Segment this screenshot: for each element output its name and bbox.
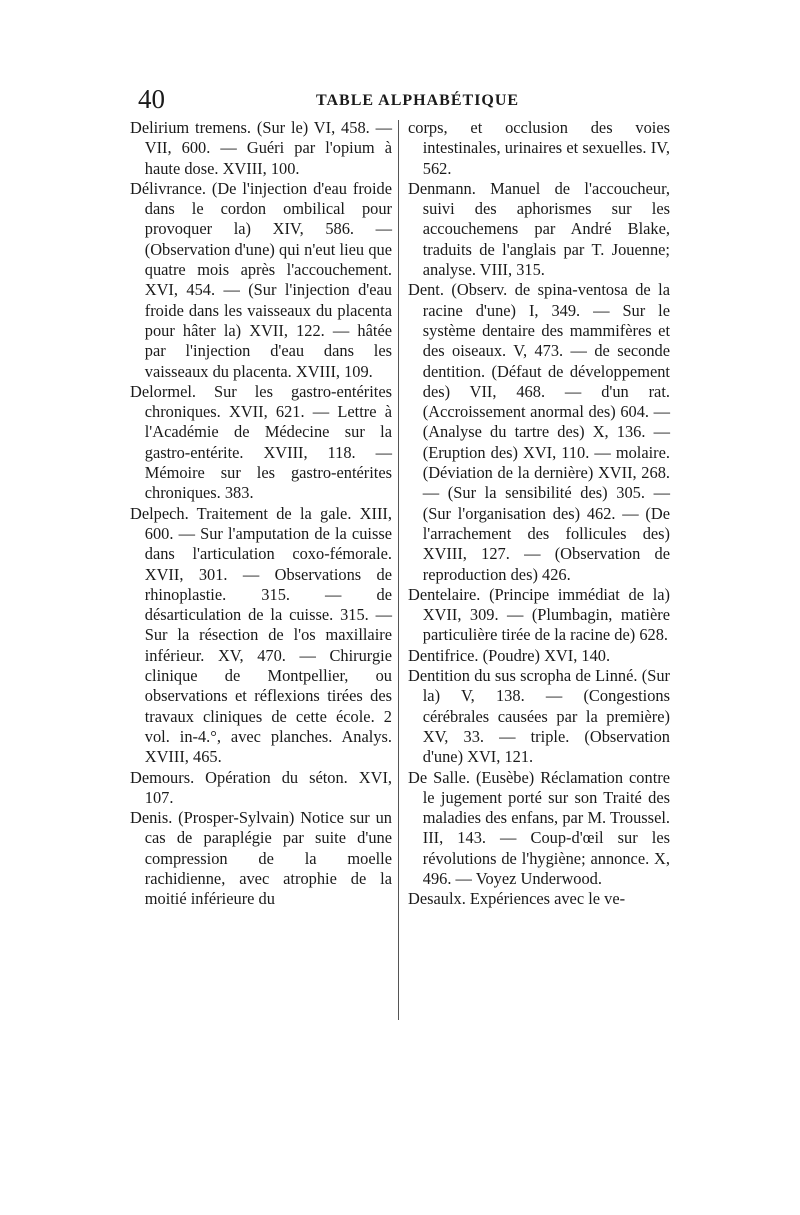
- index-entry: Denis. (Prosper-Sylvain) Notice sur un cas de paraplégie par suite d'une compression de la moelle rachidienne, avec atrophie de la moitié inférieure du: [130, 808, 392, 909]
- column-divider: [398, 120, 400, 1020]
- index-entry: De Salle. (Eusèbe) Réclamation contre le jugement porté sur son Traité des maladies des enfans, par M. Troussel. III, 143. — Coup-d'œil sur les révolutions de l'hygiène; annonce. X, 496. — Voyez Underwood.: [408, 767, 670, 888]
- index-entry: Delirium tremens. (Sur le) VI, 458. — VII, 600. — Guéri par l'opium à haute dose. XVIII, 100.: [130, 118, 392, 178]
- index-entry: Dentelaire. (Principe immédiat de la) XVII, 309. — (Plumbagin, matière particulière tirée de la racine de) 628.: [408, 584, 670, 645]
- index-entry-continued: corps, et occlusion des voies intestinales, urinaires et sexuelles. IV, 562.: [408, 118, 670, 178]
- right-column: [408, 118, 670, 910]
- running-title: TABLE ALPHABÉTIQUE: [316, 92, 520, 109]
- index-entry: Demours. Opération du séton. XVI, 107.: [130, 767, 392, 807]
- left-column: [130, 118, 392, 910]
- index-entry: Dent. (Observ. de spina-ventosa de la racine d'une) I, 349. — Sur le système dentaire des mammifères et des oiseaux. V, 473. — de seconde dentition. (Défaut de développement des) VII, 468. — d'un rat. (Accroissement anormal des) 604. — (Analyse du tartre des) X, 136. — (Eruption des) XVI, 110. — molaire. (Déviation de la dernière) XVII, 268. — (Sur la sensibilité des) 305. — (Sur l'organisation des) 462. — (De l'arrachement des follicules des) XVIII, 127. — (Observation de reproduction des) 426.: [408, 280, 670, 584]
- index-entry: Denmann. Manuel de l'accoucheur, suivi des aphorismes sur les accouchemens par André Blake, traduits de l'anglais par T. Jouenne; analyse. VIII, 315.: [408, 178, 670, 280]
- index-entry: Desaulx. Expériences avec le ve-: [408, 889, 626, 909]
- index-entry: Dentifrice. (Poudre) XVI, 140.: [408, 645, 611, 665]
- page-number: 40: [138, 84, 165, 114]
- index-entry: Delpech. Traitement de la gale. XIII, 600. — Sur l'amputation de la cuisse dans l'articulation coxo-fémorale. XVII, 301. — Observations de rhinoplastie. 315. — de désarticulation de la cuisse. 315. — Sur la résection de l'os maxillaire inférieur. XV, 470. — Chirurgie clinique de Montpellier, ou observations et réflexions tirées des travaux cliniques de cette école. 2 vol. in-4.°, avec planches. Analys. XVIII, 465.: [130, 503, 392, 767]
- index-entry: Délivrance. (De l'injection d'eau froide dans le cordon ombilical pour provoquer la) XIV, 586. — (Observation d'une) qui n'eut lieu que quatre mois après l'accouchement. XVI, 454. — (Sur l'injection d'eau froide dans les vaisseaux du placenta pour hâter la) XVII, 122. — hâtée par l'injection d'eau dans les vaisseaux du placenta. XVIII, 109.: [130, 178, 392, 381]
- index-entry: Dentition du sus scropha de Linné. (Sur la) V, 138. — (Congestions cérébrales causées par la première) XV, 33. — triple. (Observation d'une) XVI, 121.: [408, 666, 670, 767]
- index-entry: Delormel. Sur les gastro-entérites chroniques. XVII, 621. — Lettre à l'Académie de Médecine sur la gastro-entérite. XVIII, 118. — Mémoire sur les gastro-entérites chroniques. 383.: [130, 381, 392, 503]
